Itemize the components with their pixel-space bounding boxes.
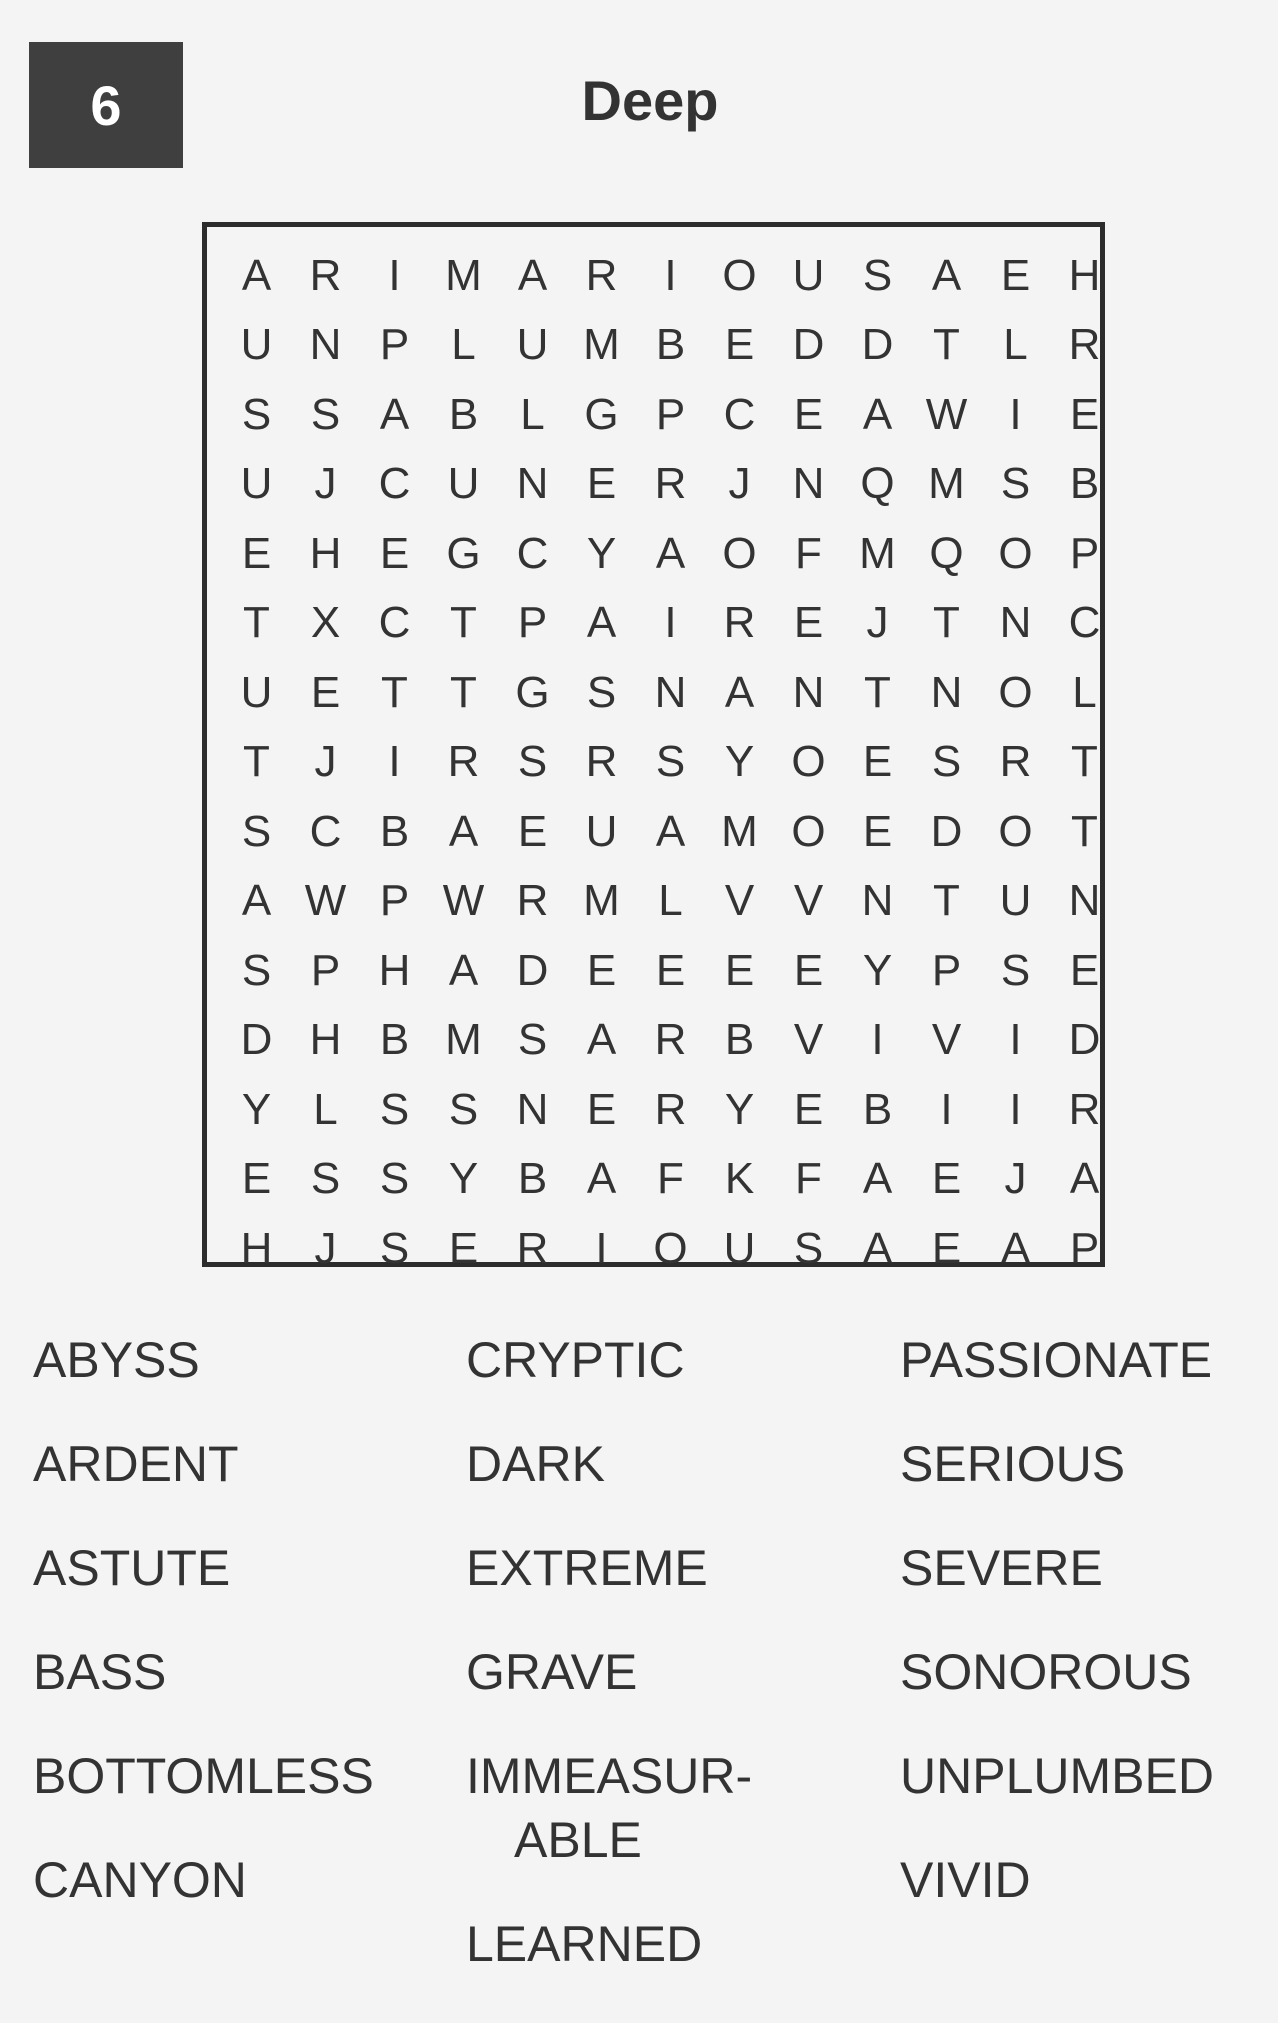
grid-letter[interactable]: J [866, 598, 889, 648]
grid-letter[interactable]: T [450, 598, 477, 648]
grid-letter[interactable]: W [304, 876, 347, 926]
grid-letter[interactable]: A [655, 528, 686, 578]
grid-letter[interactable]: W [442, 876, 485, 926]
grid-letter[interactable]: R [654, 459, 687, 509]
grid-letter[interactable]: E [862, 737, 893, 787]
grid-letter[interactable]: S [448, 1084, 479, 1134]
grid-letter[interactable]: E [310, 667, 341, 717]
grid-letter[interactable]: E [517, 806, 548, 856]
word-list-item [900, 1332, 1214, 1439]
grid-letter[interactable]: Y [724, 737, 755, 787]
grid-letter[interactable]: M [859, 528, 896, 578]
grid-letter[interactable]: T [1071, 737, 1098, 787]
grid-letter[interactable]: E [448, 1223, 479, 1273]
grid-letter[interactable]: P [379, 876, 410, 926]
grid-letter[interactable]: H [309, 1015, 342, 1065]
grid-letter[interactable]: U [999, 876, 1032, 926]
word-list-item [466, 1332, 752, 1439]
grid-letter[interactable]: M [928, 459, 965, 509]
grid-letter[interactable]: H [240, 1223, 273, 1273]
grid-letter[interactable]: E [1069, 389, 1100, 439]
grid-letter[interactable]: A [517, 250, 548, 300]
grid-letter[interactable]: D [1068, 1015, 1101, 1065]
grid-letter[interactable]: S [1000, 459, 1031, 509]
word-list-item [33, 1852, 374, 1959]
grid-letter[interactable]: T [933, 320, 960, 370]
word-text: VIVID [900, 1852, 1031, 1908]
grid-letter[interactable]: U [723, 1223, 756, 1273]
grid-letter[interactable]: I [595, 1223, 608, 1273]
grid-letter[interactable]: B [379, 806, 410, 856]
grid-letter[interactable]: G [446, 528, 481, 578]
grid-letter[interactable]: P [1069, 528, 1100, 578]
word-list-item [466, 1916, 752, 2023]
grid-letter[interactable]: P [379, 320, 410, 370]
grid-letter[interactable]: E [586, 1084, 617, 1134]
word-text: DARK [466, 1436, 605, 1492]
puzzle-number-badge [29, 42, 183, 168]
grid-letter[interactable]: E [931, 1154, 962, 1204]
grid-letter[interactable]: E [793, 1084, 824, 1134]
grid-letter[interactable]: B [724, 1015, 755, 1065]
grid-letter[interactable]: R [516, 876, 549, 926]
grid-letter[interactable]: C [378, 598, 411, 648]
grid-letter[interactable]: D [792, 320, 825, 370]
grid-letter[interactable]: D [240, 1015, 273, 1065]
grid-letter[interactable]: S [1000, 945, 1031, 995]
word-list-item [33, 1436, 374, 1543]
word-text: UNPLUMBED [900, 1748, 1214, 1804]
word-list-item [466, 1540, 752, 1647]
word-list-item [900, 1644, 1214, 1751]
grid-letter[interactable]: A [862, 389, 893, 439]
grid-letter[interactable]: Q [929, 528, 964, 578]
word-text: IMMEASUR- [466, 1748, 753, 1804]
word-list-item [900, 1852, 1214, 1959]
grid-letter[interactable]: O [653, 1223, 688, 1273]
grid-letter[interactable]: E [586, 945, 617, 995]
grid-letter[interactable]: U [585, 806, 618, 856]
grid-letter[interactable]: E [793, 598, 824, 648]
grid-letter[interactable]: M [583, 876, 620, 926]
grid-letter[interactable]: T [1071, 806, 1098, 856]
grid-letter[interactable]: Y [862, 945, 893, 995]
word-list-item [900, 1436, 1214, 1543]
grid-letter[interactable]: C [723, 389, 756, 439]
grid-letter[interactable]: C [378, 459, 411, 509]
grid-letter[interactable]: S [310, 1154, 341, 1204]
grid-letter[interactable]: X [310, 598, 341, 648]
grid-letter[interactable]: G [584, 389, 619, 439]
grid-letter[interactable]: E [1000, 250, 1031, 300]
grid-letter[interactable]: C [1068, 598, 1101, 648]
grid-letter[interactable]: L [658, 876, 683, 926]
word-search-grid [202, 222, 1105, 1273]
grid-letter[interactable]: A [724, 667, 755, 717]
grid-letter[interactable]: M [445, 250, 482, 300]
grid-letter[interactable]: R [723, 598, 756, 648]
grid-letter[interactable]: J [728, 459, 751, 509]
grid-letter[interactable]: M [445, 1015, 482, 1065]
word-text: LEARNED [466, 1916, 703, 1972]
grid-letter[interactable]: J [314, 459, 337, 509]
grid-letter[interactable]: O [791, 806, 826, 856]
word-text: SERIOUS [900, 1436, 1126, 1492]
grid-letter[interactable]: O [998, 528, 1033, 578]
grid-letter[interactable]: C [309, 806, 342, 856]
word-text: EXTREME [466, 1540, 708, 1596]
grid-letter[interactable]: O [722, 528, 757, 578]
grid-letter[interactable]: E [724, 320, 755, 370]
grid-letter[interactable]: D [861, 320, 894, 370]
grid-letter[interactable]: A [448, 806, 479, 856]
grid-letter[interactable]: F [795, 528, 822, 578]
word-text: BOTTOMLESS [33, 1748, 374, 1804]
grid-letter[interactable]: A [655, 806, 686, 856]
grid-letter[interactable]: B [517, 1154, 548, 1204]
grid-letter[interactable]: U [240, 667, 273, 717]
grid-letter[interactable]: E [241, 1154, 272, 1204]
grid-letter[interactable]: R [447, 737, 480, 787]
grid-letter[interactable]: J [1004, 1154, 1027, 1204]
grid-letter[interactable]: W [925, 389, 968, 439]
grid-letter[interactable]: O [998, 806, 1033, 856]
grid-letter[interactable]: I [1009, 1015, 1022, 1065]
grid-letter[interactable]: A [862, 1154, 893, 1204]
grid-letter[interactable]: E [793, 945, 824, 995]
grid-letter[interactable]: R [1068, 1084, 1101, 1134]
word-text: PASSIONATE [900, 1332, 1213, 1388]
word-text: SONOROUS [900, 1644, 1192, 1700]
grid-letter[interactable]: V [931, 1015, 962, 1065]
grid-letter[interactable]: S [517, 1015, 548, 1065]
grid-letter[interactable]: P [931, 945, 962, 995]
grid-letter[interactable]: P [310, 945, 341, 995]
grid-letter[interactable]: E [379, 528, 410, 578]
grid-letter[interactable]: A [931, 250, 962, 300]
grid-letter[interactable]: T [243, 598, 270, 648]
grid-letter[interactable]: N [930, 667, 963, 717]
grid-letter[interactable]: T [933, 598, 960, 648]
grid-letter[interactable]: B [379, 1015, 410, 1065]
grid-letter[interactable]: T [864, 667, 891, 717]
grid-letter[interactable]: T [243, 737, 270, 787]
grid-letter[interactable]: B [1069, 459, 1100, 509]
grid-letter[interactable]: D [930, 806, 963, 856]
grid-letter[interactable]: I [1009, 1084, 1022, 1134]
grid-letter[interactable]: I [871, 1015, 884, 1065]
grid-letter[interactable]: S [517, 737, 548, 787]
grid-letter[interactable]: S [241, 945, 272, 995]
grid-letter[interactable]: N [654, 667, 687, 717]
grid-letter[interactable]: R [1068, 320, 1101, 370]
grid-letter[interactable]: I [940, 1084, 953, 1134]
word-text: GRAVE [466, 1644, 638, 1700]
grid-letter[interactable]: O [791, 737, 826, 787]
word-text: ARDENT [33, 1436, 239, 1492]
word-list-item [33, 1748, 374, 1855]
grid-letter[interactable]: A [448, 945, 479, 995]
word-list-column-1 [33, 1332, 374, 1959]
grid-letter[interactable]: T [450, 667, 477, 717]
grid-letter[interactable]: N [1068, 876, 1101, 926]
word-text: SEVERE [900, 1540, 1103, 1596]
grid-letter[interactable]: N [516, 1084, 549, 1134]
grid-letter[interactable]: E [241, 528, 272, 578]
grid-letter[interactable]: S [862, 250, 893, 300]
grid-letter[interactable]: A [1069, 1154, 1100, 1204]
grid-letter[interactable]: A [586, 598, 617, 648]
word-list-item [33, 1540, 374, 1647]
grid-letter[interactable]: U [792, 250, 825, 300]
grid-letter[interactable]: E [655, 945, 686, 995]
word-text: ASTUTE [33, 1540, 231, 1596]
grid-letter[interactable]: V [724, 876, 755, 926]
grid-letter[interactable]: E [793, 389, 824, 439]
grid-letter[interactable]: R [654, 1015, 687, 1065]
grid-letter[interactable]: E [862, 806, 893, 856]
grid-letter[interactable]: D [516, 945, 549, 995]
grid-letter[interactable]: A [586, 1015, 617, 1065]
grid-letter[interactable]: J [314, 1223, 337, 1273]
grid-letter[interactable]: R [999, 737, 1032, 787]
word-list-item [33, 1332, 374, 1439]
grid-letter[interactable]: P [1069, 1223, 1100, 1273]
grid-letter[interactable]: E [586, 459, 617, 509]
word-list-item [900, 1748, 1214, 1855]
grid-letter[interactable]: A [241, 876, 272, 926]
word-list-item [466, 1644, 752, 1751]
grid-letter[interactable]: R [516, 1223, 549, 1273]
grid-letter[interactable]: H [378, 945, 411, 995]
grid-letter[interactable]: Q [860, 459, 895, 509]
puzzle-title: Deep [581, 69, 719, 132]
grid-letter[interactable]: A [241, 250, 272, 300]
grid-letter[interactable]: N [861, 876, 894, 926]
grid-letter[interactable]: I [664, 250, 677, 300]
grid-letter[interactable]: B [448, 389, 479, 439]
grid-letter[interactable]: A [586, 1154, 617, 1204]
grid-letter[interactable]: A [1000, 1223, 1031, 1273]
word-list-item [900, 1540, 1214, 1647]
grid-letter[interactable]: P [517, 598, 548, 648]
grid-letter[interactable]: A [379, 389, 410, 439]
grid-letter[interactable]: L [313, 1084, 338, 1134]
grid-letter[interactable]: C [516, 528, 549, 578]
grid-letter[interactable]: R [585, 737, 618, 787]
grid-letter[interactable]: E [724, 945, 755, 995]
grid-letter[interactable]: V [793, 1015, 824, 1065]
grid-letter[interactable]: N [516, 459, 549, 509]
grid-letter[interactable]: P [655, 389, 686, 439]
grid-letter[interactable]: I [1009, 389, 1022, 439]
grid-letter[interactable]: J [314, 737, 337, 787]
word-text-continuation: ABLE [514, 1812, 642, 1868]
grid-letter[interactable]: Y [586, 528, 617, 578]
word-list-column-2 [466, 1332, 753, 2023]
grid-letter[interactable]: R [654, 1084, 687, 1134]
grid-letter[interactable]: Y [241, 1084, 272, 1134]
word-text: CANYON [33, 1852, 247, 1908]
grid-letter[interactable]: S [586, 667, 617, 717]
grid-letter[interactable]: M [721, 806, 758, 856]
grid-letter[interactable]: I [388, 250, 401, 300]
grid-letter[interactable]: L [1003, 320, 1028, 370]
grid-letter[interactable]: I [664, 598, 677, 648]
grid-letter[interactable]: B [862, 1084, 893, 1134]
grid-letter[interactable]: S [931, 737, 962, 787]
grid-letter[interactable]: N [309, 320, 342, 370]
grid-letter[interactable]: V [793, 876, 824, 926]
grid-letter[interactable]: S [241, 389, 272, 439]
grid-letter[interactable]: Y [448, 1154, 479, 1204]
grid-letter[interactable]: H [309, 528, 342, 578]
grid-letter[interactable]: U [240, 320, 273, 370]
grid-letter[interactable]: O [722, 250, 757, 300]
grid-letter[interactable]: S [793, 1223, 824, 1273]
grid-letter[interactable]: F [657, 1154, 684, 1204]
grid-letter[interactable]: U [516, 320, 549, 370]
grid-letter[interactable]: R [309, 250, 342, 300]
grid-letter[interactable]: O [998, 667, 1033, 717]
grid-letter[interactable]: A [862, 1223, 893, 1273]
grid-letter[interactable]: I [388, 737, 401, 787]
puzzle-number: 6 [90, 73, 122, 137]
grid-letter[interactable]: R [585, 250, 618, 300]
grid-letter[interactable]: F [795, 1154, 822, 1204]
word-list-item [33, 1644, 374, 1751]
grid-letter[interactable]: N [792, 459, 825, 509]
grid-letter[interactable]: L [520, 389, 545, 439]
grid-letter[interactable]: S [310, 389, 341, 439]
grid-letter[interactable]: M [583, 320, 620, 370]
word-list-item [466, 1748, 753, 1919]
grid-letter[interactable]: N [792, 667, 825, 717]
word-text: BASS [33, 1644, 167, 1700]
grid-letter[interactable]: E [931, 1223, 962, 1273]
grid-letter[interactable]: S [379, 1084, 410, 1134]
grid-letter[interactable]: S [241, 806, 272, 856]
grid-letter[interactable]: G [515, 667, 550, 717]
grid-letter[interactable]: U [240, 459, 273, 509]
grid-letter[interactable]: N [999, 598, 1032, 648]
word-text: ABYSS [33, 1332, 200, 1388]
grid-letter[interactable]: S [379, 1223, 410, 1273]
grid-letter[interactable]: T [381, 667, 408, 717]
grid-letter[interactable]: E [1069, 945, 1100, 995]
letter-grid [222, 241, 1119, 1284]
grid-letter[interactable]: K [724, 1154, 755, 1204]
grid-letter[interactable]: S [655, 737, 686, 787]
grid-letter[interactable]: S [379, 1154, 410, 1204]
grid-letter[interactable]: U [447, 459, 480, 509]
grid-letter[interactable]: L [1072, 667, 1097, 717]
word-list-item [466, 1436, 752, 1543]
word-text: CRYPTIC [466, 1332, 685, 1388]
grid-letter[interactable]: L [451, 320, 476, 370]
word-list-column-3 [900, 1332, 1214, 1959]
grid-letter[interactable]: H [1068, 250, 1101, 300]
grid-letter[interactable]: B [655, 320, 686, 370]
grid-letter[interactable]: T [933, 876, 960, 926]
grid-letter[interactable]: Y [724, 1084, 755, 1134]
